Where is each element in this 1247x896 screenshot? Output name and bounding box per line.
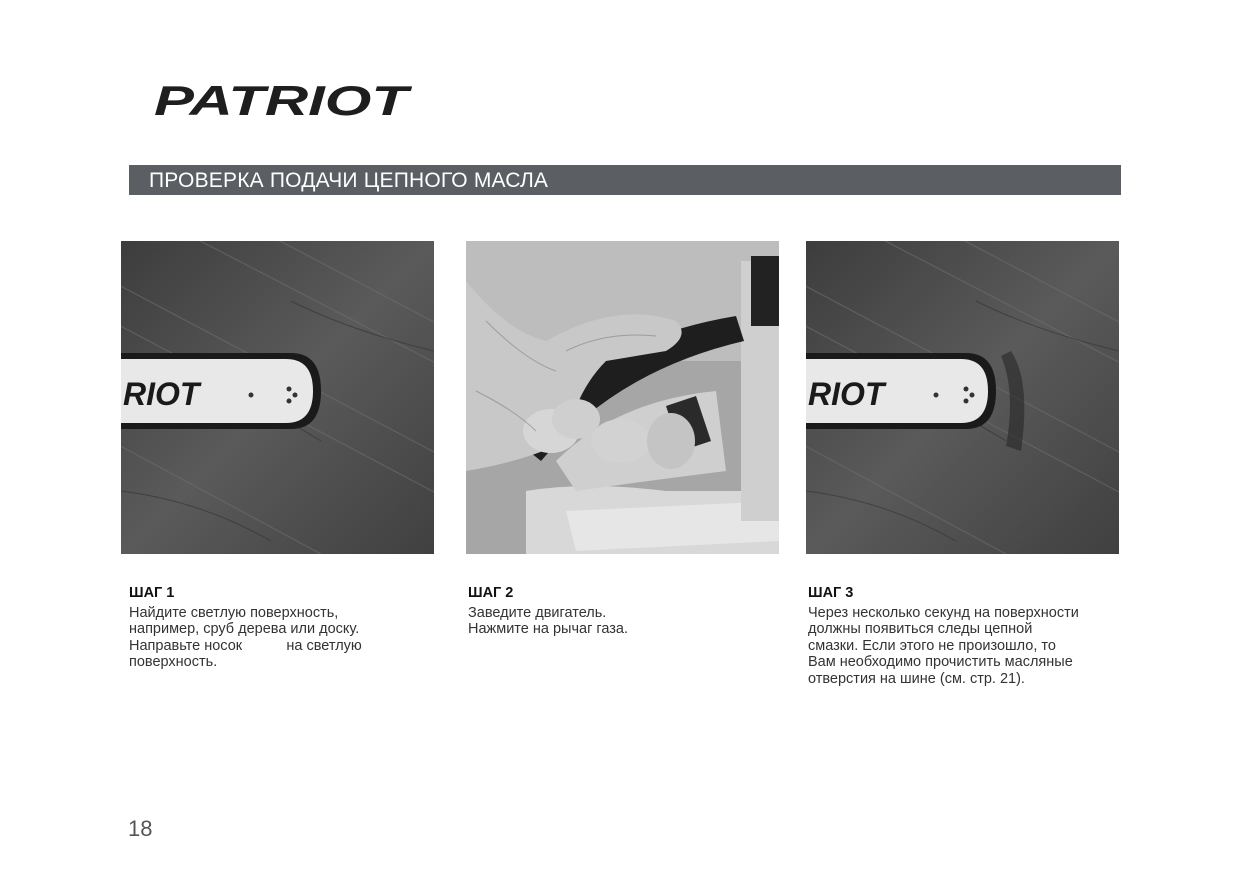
step-1-line: Направьте носок на светлую <box>129 637 362 654</box>
photo-step-2 <box>466 241 779 554</box>
step-1-line: Найдите светлую поверхность, <box>129 604 339 621</box>
section-title-banner <box>129 165 1121 195</box>
patriot-logo <box>152 80 412 122</box>
step-3-line: Через несколько секунд на поверхности <box>808 604 1079 621</box>
step-2-title: ШАГ 2 <box>468 585 514 601</box>
bar-logo-text: RIOT <box>123 376 200 412</box>
step-3-line: смазки. Если этого не произошло, то <box>808 637 1056 654</box>
photo-step-1 <box>121 241 434 554</box>
bar-logo-text: RIOT <box>808 376 885 412</box>
step-2 <box>468 585 628 638</box>
step-3-title: ШАГ 3 <box>808 585 854 601</box>
step-3 <box>808 585 1079 687</box>
step-1-line: например, сруб дерева или доску. <box>129 621 360 637</box>
step-1-title: ШАГ 1 <box>129 585 175 601</box>
step-3-line: Вам необходимо прочистить масляные <box>808 654 1073 670</box>
step-2-line: Нажмите на рычаг газа. <box>468 621 629 637</box>
logo-text: PATRIOT <box>154 80 412 122</box>
step-2-line: Заведите двигатель. <box>468 604 607 621</box>
page-number: 18 <box>128 816 153 841</box>
step-3-line: должны появиться следы цепной <box>808 621 1033 637</box>
section-title: ПРОВЕРКА ПОДАЧИ ЦЕПНОГО МАСЛА <box>149 169 549 192</box>
step-1 <box>129 585 362 671</box>
photo-step-3 <box>806 241 1119 554</box>
step-1-line: поверхность. <box>129 654 218 670</box>
step-3-line: отверстия на шине (см. стр. 21). <box>808 670 1025 687</box>
